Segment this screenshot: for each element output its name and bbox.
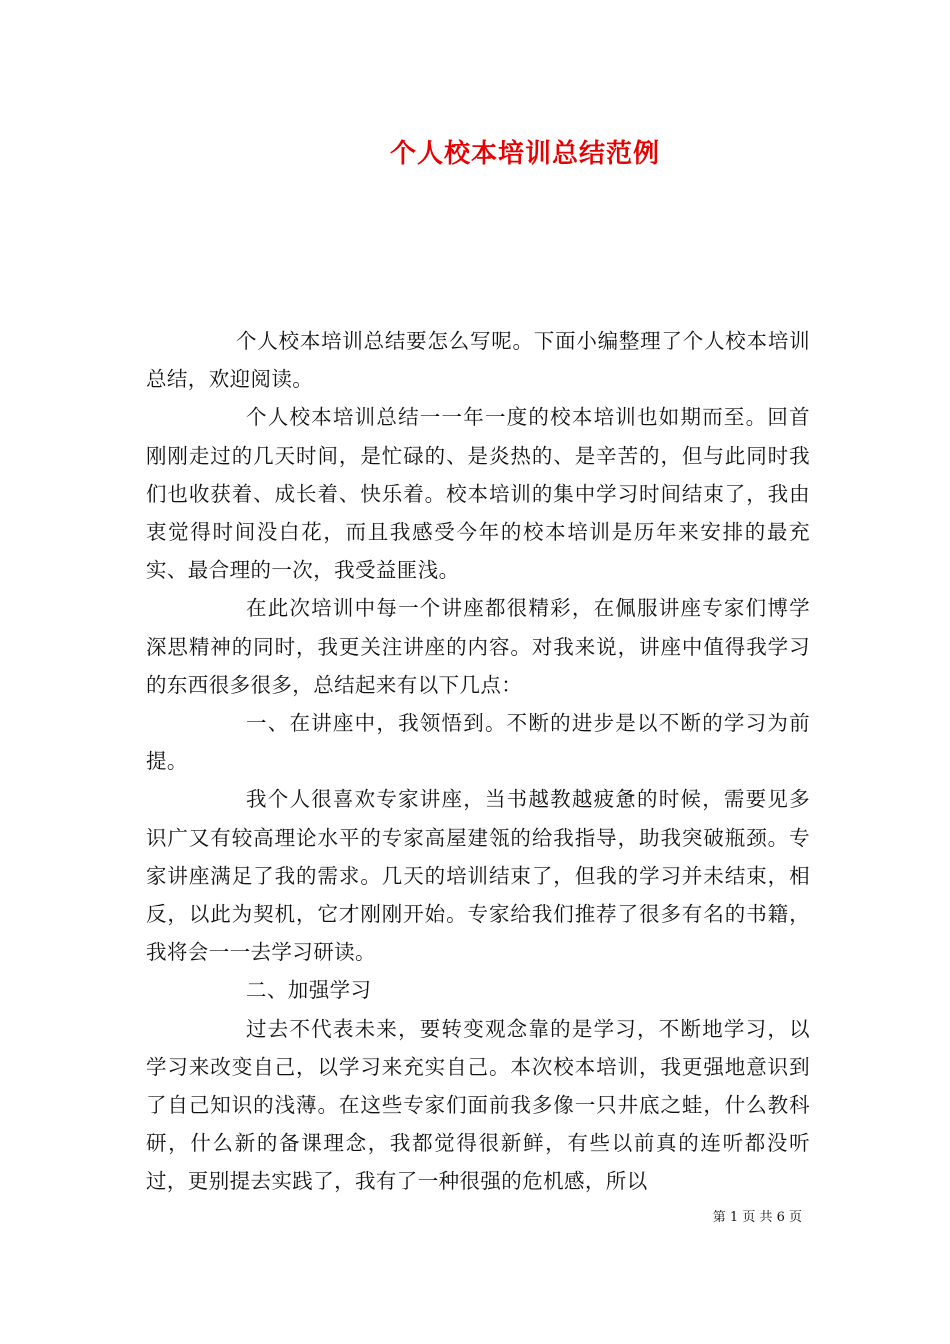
page-footer: 第 1 页 共 6 页: [712, 1210, 802, 1225]
paragraph-expert-lectures: 我个人很喜欢专家讲座，当书越教越疲惫的时候，需要见多识广又有较高理论水平的专家高屋建瓴的给我指导，助我突破瓶颈。专家讲座满足了我的需求。几天的培训结束了，但我的学习并未结束，相反，以此为契机，它才刚刚开始。专家给我们推荐了很多有名的书籍，我将会一一去学习研读。: [146, 787, 810, 965]
paragraph-lectures: 在此次培训中每一个讲座都很精彩，在佩服讲座专家们博学深思精神的同时，我更关注讲座的内容。对我来说，讲座中值得我学习的东西很多很多，总结起来有以下几点：: [146, 596, 810, 697]
paragraph-strengthen-learning: 过去不代表未来，要转变观念靠的是学习，不断地学习，以学习来改变自己，以学习来充实自己。本次校本培训，我更强地意识到了自己知识的浅薄。在这些专家们面前我多像一只井底之蛙，什么教科研，什么新的备课理念，我都觉得很新鲜，有些以前真的连听都没听过，更别提去实践了，我有了一种很强的危机感，所以: [146, 1016, 810, 1194]
section-heading-two: 二、加强学习: [246, 978, 372, 1003]
paragraph-summary-opening: 个人校本培训总结一一年一度的校本培训也如期而至。回首刚刚走过的几天时间，是忙碌的、是炎热的、是辛苦的，但与此同时我们也收获着、成长着、快乐着。校本培训的集中学习时间结束了，我由衷觉得时间没白花，而且我感受今年的校本培训是历年来安排的最充实、最合理的一次，我受益匪浅。: [146, 405, 810, 583]
paragraph-intro: 个人校本培训总结要怎么写呢。下面小编整理了个人校本培训总结，欢迎阅读。: [146, 329, 810, 392]
document-title: 个人校本培训总结范例: [389, 139, 660, 169]
document-body: [146, 322, 810, 1201]
section-heading-one: 一、在讲座中，我领悟到。不断的进步是以不断的学习为前提。: [146, 711, 810, 774]
